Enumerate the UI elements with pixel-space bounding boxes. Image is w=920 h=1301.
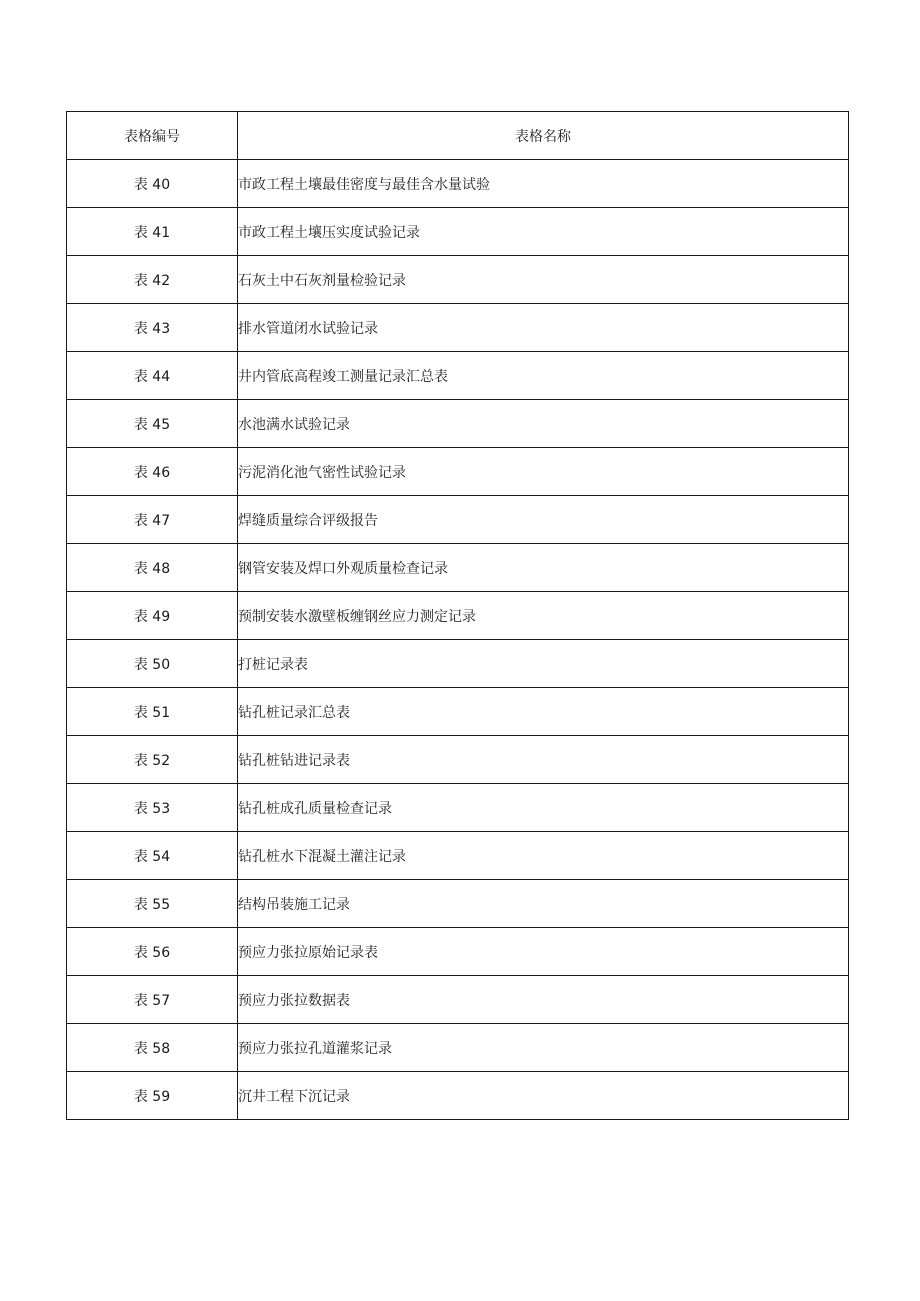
form-name-cell: 污泥消化池气密性试验记录 — [238, 448, 849, 496]
form-number-cell: 表 57 — [67, 976, 238, 1024]
table-row — [67, 880, 849, 928]
form-name-cell: 预应力张拉原始记录表 — [238, 928, 849, 976]
form-name-cell: 排水管道闭水试验记录 — [238, 304, 849, 352]
table-row — [67, 304, 849, 352]
table-row — [67, 928, 849, 976]
form-name-cell: 钻孔桩记录汇总表 — [238, 688, 849, 736]
form-number-cell: 表 54 — [67, 832, 238, 880]
form-number-cell: 表 49 — [67, 592, 238, 640]
table-row — [67, 352, 849, 400]
form-number-cell: 表 52 — [67, 736, 238, 784]
form-number-cell: 表 55 — [67, 880, 238, 928]
form-number-cell: 表 53 — [67, 784, 238, 832]
form-number-cell: 表 40 — [67, 160, 238, 208]
form-name-cell: 预制安装水激壁板缠钢丝应力测定记录 — [238, 592, 849, 640]
form-name-cell: 钢管安装及焊口外观质量检查记录 — [238, 544, 849, 592]
form-name-cell: 钻孔桩成孔质量检查记录 — [238, 784, 849, 832]
table-row — [67, 208, 849, 256]
form-name-cell: 焊缝质量综合评级报告 — [238, 496, 849, 544]
table-row — [67, 1024, 849, 1072]
form-name-cell: 预应力张拉数据表 — [238, 976, 849, 1024]
form-name-cell: 钻孔桩钻进记录表 — [238, 736, 849, 784]
form-number-cell: 表 56 — [67, 928, 238, 976]
form-name-cell: 井内管底高程竣工测量记录汇总表 — [238, 352, 849, 400]
form-name-cell: 石灰土中石灰剂量检验记录 — [238, 256, 849, 304]
form-number-cell: 表 51 — [67, 688, 238, 736]
table-row — [67, 1072, 849, 1120]
table-row — [67, 784, 849, 832]
table-row — [67, 256, 849, 304]
form-number-cell: 表 58 — [67, 1024, 238, 1072]
form-name-cell: 结构吊装施工记录 — [238, 880, 849, 928]
table-row — [67, 688, 849, 736]
table-row — [67, 640, 849, 688]
table-row — [67, 736, 849, 784]
form-number-cell: 表 48 — [67, 544, 238, 592]
header-form-name: 表格名称 — [238, 112, 849, 160]
form-number-cell: 表 45 — [67, 400, 238, 448]
form-number-cell: 表 43 — [67, 304, 238, 352]
document-page — [66, 111, 848, 1120]
form-name-cell: 水池满水试验记录 — [238, 400, 849, 448]
form-name-cell: 打桩记录表 — [238, 640, 849, 688]
form-number-cell: 表 47 — [67, 496, 238, 544]
table-row — [67, 544, 849, 592]
form-number-cell: 表 42 — [67, 256, 238, 304]
table-row — [67, 496, 849, 544]
header-form-number: 表格编号 — [67, 112, 238, 160]
form-index-table — [66, 111, 849, 1120]
table-row — [67, 832, 849, 880]
form-number-cell: 表 41 — [67, 208, 238, 256]
form-number-cell: 表 46 — [67, 448, 238, 496]
form-name-cell: 钻孔桩水下混凝土灌注记录 — [238, 832, 849, 880]
table-row — [67, 976, 849, 1024]
table-row — [67, 400, 849, 448]
form-name-cell: 市政工程土壤压实度试验记录 — [238, 208, 849, 256]
form-number-cell: 表 50 — [67, 640, 238, 688]
form-name-cell: 市政工程土壤最佳密度与最佳含水量试验 — [238, 160, 849, 208]
table-row — [67, 592, 849, 640]
table-row — [67, 448, 849, 496]
form-number-cell: 表 59 — [67, 1072, 238, 1120]
form-name-cell: 预应力张拉孔道灌浆记录 — [238, 1024, 849, 1072]
table-row — [67, 160, 849, 208]
form-number-cell: 表 44 — [67, 352, 238, 400]
form-name-cell: 沉井工程下沉记录 — [238, 1072, 849, 1120]
table-header-row — [67, 112, 849, 160]
